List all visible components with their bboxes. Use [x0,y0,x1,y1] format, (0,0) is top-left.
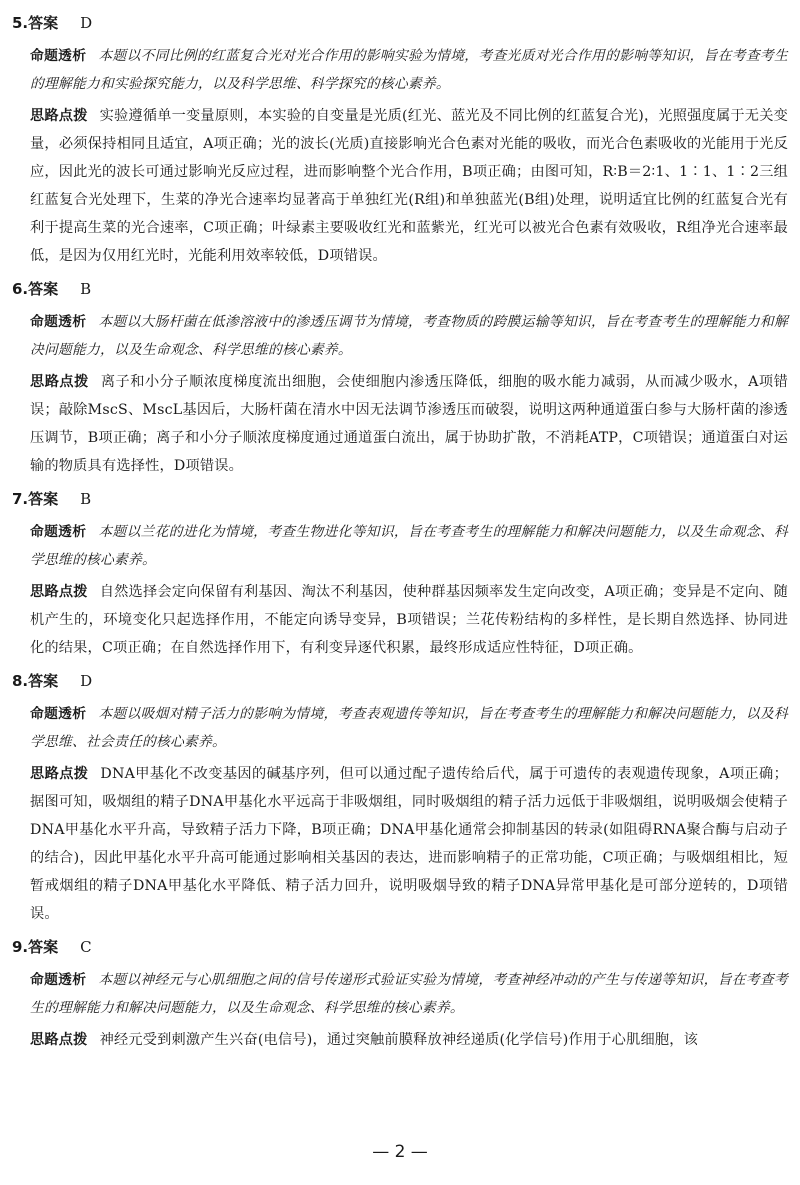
question-5 [12,8,788,270]
answer-value: B [80,280,92,298]
analysis-paragraph [12,1026,788,1054]
analysis-label: 思路点拨 [30,584,88,600]
analysis-text: 离子和小分子顺浓度梯度流出细胞，会使细胞内渗透压降低，细胞的吸水能力减弱，从而减少吸水，A项错误；敲除MscS、MscL基因后，大肠杆菌在清水中因无法调节渗透压而破裂，说明这两种通道蛋白参与大肠杆菌的渗透压调节，B项正确；离子和小分子顺浓度梯度通过通道蛋白流出，属于协助扩散，不消耗ATP，C项错误；通道蛋白对运输的物质具有选择性，D项错误。 [30,374,788,474]
intro-label: 命题透析 [30,706,87,722]
answer-label: 答案 [28,490,59,508]
answer-value: B [80,490,92,508]
analysis-paragraph [12,760,788,928]
analysis-text: 神经元受到刺激产生兴奋(电信号)，通过突触前膜释放神经递质(化学信号)作用于心肌细胞，该 [99,1032,699,1048]
intro-paragraph [12,518,788,574]
question-6 [12,274,788,480]
analysis-paragraph [12,368,788,480]
intro-label: 命题透析 [30,972,87,988]
question-9 [12,932,788,1054]
analysis-label: 思路点拨 [30,374,89,390]
analysis-label: 思路点拨 [30,766,89,782]
answer-line [12,8,788,38]
intro-paragraph [12,966,788,1022]
intro-paragraph [12,42,788,98]
answer-line [12,274,788,304]
analysis-label: 思路点拨 [30,108,88,124]
question-number: 5. [12,14,29,32]
intro-text: 本题以大肠杆菌在低渗溶液中的渗透压调节为情境，考查物质的跨膜运输等知识，旨在考查考生的理解能力和解决问题能力，以及生命观念、科学思维的核心素养。 [30,314,788,358]
intro-paragraph [12,308,788,364]
intro-paragraph [12,700,788,756]
answer-value: D [80,672,93,690]
analysis-paragraph [12,578,788,662]
answer-value: D [80,14,93,32]
analysis-text: 实验遵循单一变量原则，本实验的自变量是光质(红光、蓝光及不同比例的红蓝复合光)，光照强度属于无关变量，必须保持相同且适宜，A项正确；光的波长(光质)直接影响光合色素对光能的吸收，而光合色素吸收的光能用于光反应，因此光的波长可通过影响光反应过程，进而影响整个光合作用，B项正确；由图可知，R∶B＝2∶1、1∶1、1∶2三组红蓝复合光处理下，生菜的净光合速率均显著高于单独红光(R组)和单独蓝光(B组)处理，说明适宜比例的红蓝复合光有利于提高生菜的光合速率，C项正确；叶绿素主要吸收红光和蓝紫光，红光可以被光合色素有效吸收，R组净光合速率最低，是因为仅用红光时，光能利用效率较低，D项错误。 [30,108,788,264]
analysis-paragraph [12,102,788,270]
intro-label: 命题透析 [30,524,87,540]
question-8 [12,666,788,928]
page-number: — 2 — [372,1142,428,1162]
question-number: 8. [12,672,29,690]
analysis-label: 思路点拨 [30,1032,88,1048]
intro-text: 本题以神经元与心肌细胞之间的信号传递形式验证实验为情境，考查神经冲动的产生与传递等知识，旨在考查考生的理解能力和解决问题能力，以及生命观念、科学思维的核心素养。 [30,972,788,1016]
analysis-text: 自然选择会定向保留有利基因、淘汰不利基因，使种群基因频率发生定向改变，A项正确；变异是不定向、随机产生的，环境变化只起选择作用，不能定向诱导变异，B项错误；兰花传粉结构的多样性，是长期自然选择、协同进化的结果，C项正确；在自然选择作用下，有利变异逐代积累，最终形成适应性特征，D项正确。 [30,584,788,656]
intro-text: 本题以吸烟对精子活力的影响为情境，考查表观遗传等知识，旨在考查考生的理解能力和解决问题能力，以及科学思维、社会责任的核心素养。 [30,706,788,750]
intro-text: 本题以不同比例的红蓝复合光对光合作用的影响实验为情境，考查光质对光合作用的影响等知识，旨在考查考生的理解能力和实验探究能力，以及科学思维、科学探究的核心素养。 [30,48,788,92]
question-number: 7. [12,490,29,508]
intro-label: 命题透析 [30,48,87,64]
answer-label: 答案 [28,14,59,32]
answer-value: C [80,938,92,956]
document-page [12,8,788,1058]
question-number: 6. [12,280,29,298]
question-7 [12,484,788,662]
answer-label: 答案 [28,938,59,956]
intro-label: 命题透析 [30,314,87,330]
answer-label: 答案 [28,280,59,298]
answer-label: 答案 [28,672,59,690]
question-number: 9. [12,938,29,956]
analysis-text: DNA甲基化不改变基因的碱基序列，但可以通过配子遗传给后代，属于可遗传的表观遗传现象，A项正确；据图可知，吸烟组的精子DNA甲基化水平远高于非吸烟组，同时吸烟组的精子活力远低于非吸烟组，说明吸烟会使精子DNA甲基化水平升高，导致精子活力下降，B项正确；DNA甲基化通常会抑制基因的转录(如阻碍RNA聚合酶与启动子的结合)，因此甲基化水平升高可能通过影响相关基因的表达，进而影响精子的正常功能，C项正确；与吸烟组相比，短暂戒烟组的精子DNA甲基化水平降低、精子活力回升，说明吸烟导致的精子DNA异常甲基化是可部分逆转的，D项错误。 [30,766,788,922]
answer-line [12,932,788,962]
answer-line [12,666,788,696]
answer-line [12,484,788,514]
intro-text: 本题以兰花的进化为情境，考查生物进化等知识，旨在考查考生的理解能力和解决问题能力，以及生命观念、科学思维的核心素养。 [30,524,788,568]
